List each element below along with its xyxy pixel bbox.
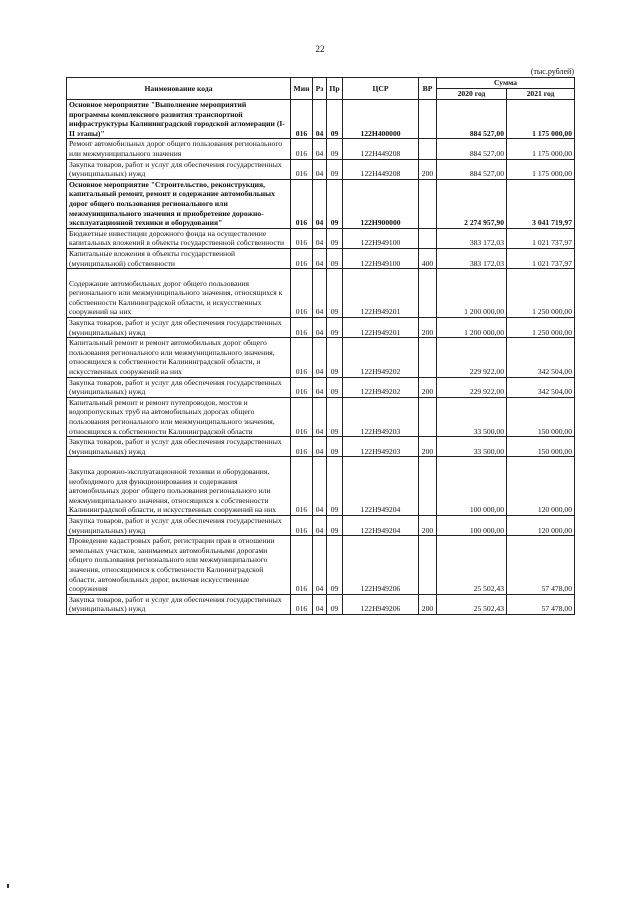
cell-2021: 3 041 719,97 [507,179,575,228]
cell-vr: 200 [419,594,437,614]
cell-name [67,437,291,457]
cell-2021: 150 000,00 [507,437,575,457]
cell-2021: 1 021 737,97 [507,248,575,268]
cell-rz: 04 [313,139,327,159]
cell-min: 016 [291,594,313,614]
cell-2020: 1 200 000,00 [437,318,507,338]
cell-vr [419,338,437,377]
row-label: Закупка товаров, работ и услуг для обеспечения государственных (муниципальных) нужд [69,159,282,179]
cell-csr: 122Н949201 [343,318,419,338]
table-row [67,338,575,377]
cell-rz: 04 [313,536,327,595]
cell-csr: 122Н949202 [343,338,419,377]
cell-2020: 100 000,00 [437,515,507,535]
cell-vr: 200 [419,437,437,457]
cell-csr: 122Н449208 [343,139,419,159]
cell-name [67,248,291,268]
cell-pr: 09 [327,377,343,397]
cell-rz: 04 [313,318,327,338]
header-rz: Рз [313,78,327,100]
table-row [67,248,575,268]
cell-name [67,515,291,535]
row-label: Основное мероприятие "Выполнение мероприятий программы комплексного развития транспортной инфраструктуры Калининградской городской агломерации (I-II этапы)" [69,100,285,138]
cell-pr: 09 [327,318,343,338]
cell-rz: 04 [313,159,327,179]
cell-2021: 342 504,00 [507,338,575,377]
cell-2020: 884 527,00 [437,100,507,139]
cell-csr: 122Н400000 [343,100,419,139]
header-2020: 2020 год [437,89,507,100]
cell-pr: 09 [327,594,343,614]
cell-name [67,377,291,397]
cell-2020: 229 922,00 [437,377,507,397]
cell-pr: 09 [327,228,343,248]
cell-name [67,139,291,159]
cell-2021: 57 478,00 [507,536,575,595]
cell-pr: 09 [327,515,343,535]
cell-2020: 1 200 000,00 [437,269,507,318]
row-label: Закупка товаров, работ и услуг для обеспечения государственных (муниципальных) нужд [69,437,282,456]
row-label: Капитальные вложения в объекты государственной (муниципальной) собственности [69,248,236,268]
cell-rz: 04 [313,338,327,377]
page-number: 22 [315,44,325,54]
cell-pr: 09 [327,100,343,139]
cell-name [67,457,291,516]
header-row-1 [67,78,575,89]
row-label: Капитальный ремонт и ремонт путепроводов, мостов и водопропускных труб на автомобильных дорогах общего пользования регионального или межмуниципального значения, относящихся к собственности Калининградской области [69,397,275,436]
cell-min: 016 [291,318,313,338]
row-label: Закупка товаров, работ и услуг для обеспечения государственных (муниципальных) нужд [69,515,282,535]
cell-pr: 09 [327,248,343,268]
cell-min: 016 [291,228,313,248]
table-row [67,594,575,614]
cell-2021: 120 000,00 [507,457,575,516]
cell-2020: 229 922,00 [437,338,507,377]
cell-vr [419,228,437,248]
cell-csr: 122Н949100 [343,248,419,268]
cell-2021: 1 021 737,97 [507,228,575,248]
row-label: Закупка дорожно-эксплуатационной техники и оборудования, необходимого для функционирования и содержания автомобильных дорог общего пользования регионального или межмуниципального значения, относящихся к собственности Калининградской области, и искусственных сооружений на них [69,466,277,515]
cell-csr: 122Н949100 [343,228,419,248]
cell-min: 016 [291,338,313,377]
header-2021: 2021 год [507,89,575,100]
cell-vr: 200 [419,377,437,397]
cell-csr: 122Н949201 [343,269,419,318]
cell-2021: 1 175 000,00 [507,159,575,179]
cell-name [67,228,291,248]
cell-vr: 200 [419,159,437,179]
cell-vr [419,397,437,436]
cell-csr: 122Н949206 [343,594,419,614]
cell-csr: 122Н949202 [343,377,419,397]
row-label: Закупка товаров, работ и услуг для обеспечения государственных (муниципальных) нужд [69,318,282,337]
cell-pr: 09 [327,457,343,516]
cell-2020: 884 527,00 [437,159,507,179]
row-label: Бюджетные инвестиции дорожного фонда на осуществление капитальных вложений в объекты государственной собственности [69,228,285,248]
cell-min: 016 [291,457,313,516]
cell-rz: 04 [313,269,327,318]
cell-2021: 1 175 000,00 [507,139,575,159]
cell-pr: 09 [327,139,343,159]
cell-rz: 04 [313,228,327,248]
table-row [67,515,575,535]
row-label: Закупка товаров, работ и услуг для обеспечения государственных (муниципальных) нужд [69,377,282,397]
cell-vr: 200 [419,515,437,535]
header-pr: Пр [327,78,343,100]
cell-pr: 09 [327,179,343,228]
table-row [67,159,575,179]
cell-2021: 1 175 000,00 [507,100,575,139]
cell-vr [419,269,437,318]
cell-name [67,594,291,614]
cell-pr: 09 [327,437,343,457]
cell-vr [419,179,437,228]
table-row [67,100,575,139]
cell-vr [419,139,437,159]
cell-csr: 122Н449208 [343,159,419,179]
cell-pr: 09 [327,338,343,377]
header-name: Наименование кода [67,78,291,100]
cell-rz: 04 [313,397,327,436]
header-min: Мин [291,78,313,100]
cell-2020: 33 500,00 [437,437,507,457]
cell-rz: 04 [313,377,327,397]
row-label: Основное мероприятие "Строительство, реконструкция, капитальный ремонт, ремонт и содержание автомобильных дорог общего пользования регионального или межмуниципального значения и приобретение дорожно-эксплуатационной техники и оборудования" [69,179,275,228]
table-row [67,457,575,516]
table-row [67,536,575,595]
cell-name [67,338,291,377]
cell-2020: 383 172,03 [437,228,507,248]
cell-min: 016 [291,397,313,436]
row-label: Проведение кадастровых работ, регистрации прав в отношении земельных участков, занимаемых автомобильными дорогами общего пользования регионального или межмуниципального значения, относящимися к собственности Калининградской области, автомобильных дорог, включая искусственные сооружения [69,536,275,594]
table-row [67,269,575,318]
cell-pr: 09 [327,159,343,179]
cell-rz: 04 [313,179,327,228]
cell-2020: 25 502,43 [437,594,507,614]
units-label: (тыс.рублей) [530,67,574,76]
cell-name [67,100,291,139]
cell-pr: 09 [327,269,343,318]
cell-min: 016 [291,515,313,535]
cell-2020: 100 000,00 [437,457,507,516]
table-row [67,397,575,436]
cell-2020: 383 172,03 [437,248,507,268]
cell-rz: 04 [313,437,327,457]
table-row [67,318,575,338]
cell-vr: 400 [419,248,437,268]
cell-min: 016 [291,100,313,139]
cell-2021: 57 478,00 [507,594,575,614]
cell-2020: 25 502,43 [437,536,507,595]
cell-min: 016 [291,377,313,397]
cell-csr: 122Н949204 [343,515,419,535]
cell-rz: 04 [313,594,327,614]
cell-2020: 884 527,00 [437,139,507,159]
cell-rz: 04 [313,100,327,139]
header-vr: ВР [419,78,437,100]
row-label: Закупка товаров, работ и услуг для обеспечения государственных (муниципальных) нужд [69,594,282,614]
cell-min: 016 [291,536,313,595]
cell-2020: 33 500,00 [437,397,507,436]
cell-csr: 122Н949203 [343,397,419,436]
row-label: Капитальный ремонт и ремонт автомобильных дорог общего пользования регионального или межмуниципального значения, относящихся к собственности Калининградской области, и искусственных сооружений на них [69,338,275,377]
cell-vr [419,536,437,595]
budget-table [66,77,575,615]
header-sum: Сумма [437,78,575,89]
cell-min: 016 [291,179,313,228]
row-label: Ремонт автомобильных дорог общего пользования регионального или межмуниципального значения [69,139,283,158]
cell-min: 016 [291,437,313,457]
cell-name [67,159,291,179]
cell-min: 016 [291,159,313,179]
margin-mark [7,884,9,888]
cell-vr [419,457,437,516]
cell-2020: 2 274 957,90 [437,179,507,228]
cell-2021: 342 504,00 [507,377,575,397]
cell-2021: 1 250 000,00 [507,269,575,318]
cell-csr: 122Н949206 [343,536,419,595]
cell-name [67,179,291,228]
cell-pr: 09 [327,536,343,595]
header-csr: ЦСР [343,78,419,100]
cell-min: 016 [291,139,313,159]
table-row [67,377,575,397]
cell-2021: 1 250 000,00 [507,318,575,338]
cell-min: 016 [291,269,313,318]
table-row [67,179,575,228]
cell-csr: 122Н949204 [343,457,419,516]
cell-vr: 200 [419,318,437,338]
row-label: Содержание автомобильных дорог общего пользования регионального или межмуниципального значения, относящихся к собственности Калининградской области, и искусственных сооружений на них [69,278,283,317]
cell-vr [419,100,437,139]
cell-rz: 04 [313,248,327,268]
cell-rz: 04 [313,457,327,516]
cell-2021: 150 000,00 [507,397,575,436]
cell-name [67,318,291,338]
table-row [67,437,575,457]
cell-name [67,269,291,318]
cell-csr: 122Н900000 [343,179,419,228]
cell-pr: 09 [327,397,343,436]
table-row [67,228,575,248]
cell-min: 016 [291,248,313,268]
cell-2021: 120 000,00 [507,515,575,535]
cell-name [67,536,291,595]
table-body [67,100,575,615]
table-row [67,139,575,159]
cell-name [67,397,291,436]
cell-csr: 122Н949203 [343,437,419,457]
cell-rz: 04 [313,515,327,535]
